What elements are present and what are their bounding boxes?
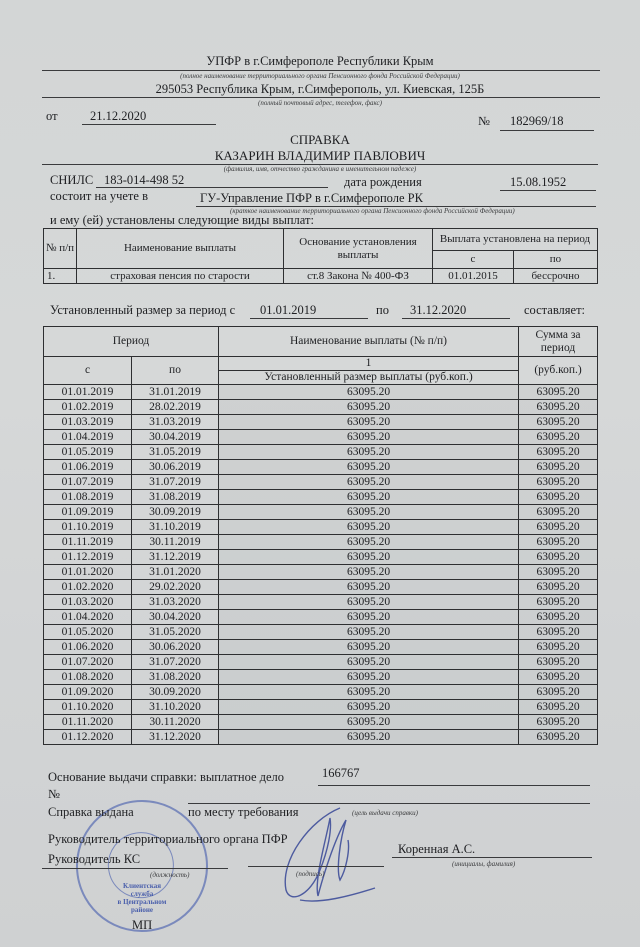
amount-cell: 63095.20 [219,700,519,715]
amount-row [44,520,598,535]
signature-underline [248,866,384,867]
snils-underline [96,187,328,188]
period-to-cell: 30.09.2019 [132,505,219,520]
stamp-line: районе [130,906,154,914]
sum-cell: 63095.20 [519,550,598,565]
period-to-cell: 30.11.2019 [132,535,219,550]
header-payment-num: 1 [219,357,519,371]
date-underline [82,124,216,125]
period-to-cell: 30.06.2020 [132,640,219,655]
payment-row [44,269,598,284]
period-from-cell: 01.11.2019 [44,535,132,550]
number-label: № [478,114,490,128]
period-from-cell: 01.05.2020 [44,625,132,640]
amount-cell: 63095.20 [219,595,519,610]
period-to-label: по [376,303,389,317]
header-payment-name: Наименование выплаты [77,229,284,269]
case-number: 166767 [322,766,360,780]
period-from: 01.01.2019 [260,303,317,317]
amount-cell: 63095.20 [219,550,519,565]
amount-cell: 63095.20 [219,580,519,595]
amount-cell: 63095.20 [219,415,519,430]
name-caption: (фамилия, имя, отчество гражданина в именительном падеже) [223,165,417,173]
amount-cell: 63095.20 [219,445,519,460]
period-to: 31.12.2020 [410,303,467,317]
document-date: 21.12.2020 [90,109,147,123]
period-from-cell: 01.01.2020 [44,565,132,580]
sum-cell: 63095.20 [519,625,598,640]
amount-row [44,385,598,400]
purpose-caption: (цель выдачи справки) [352,809,418,817]
date-label: от [46,109,58,123]
snils-value: 183-014-498 52 [104,173,185,187]
amount-row [44,430,598,445]
sum-cell: 63095.20 [519,595,598,610]
sum-cell: 63095.20 [519,475,598,490]
header-from: с [44,357,132,385]
period-to-cell: 31.01.2020 [132,565,219,580]
registered-caption: (краткое наименование территориального органа Пенсионного фонда Российской Федерации) [230,207,515,215]
basis-label: Основание выдачи справки: выплатное дело [48,770,285,784]
amount-cell: 63095.20 [219,715,519,730]
sum-cell: 63095.20 [519,670,598,685]
period-to-cell: 31.08.2019 [132,490,219,505]
period-from-cell: 01.02.2019 [44,400,132,415]
sum-cell: 63095.20 [519,520,598,535]
sum-cell: 63095.20 [519,715,598,730]
stamp-line: служба [130,890,154,898]
header-num: № п/п [44,229,77,269]
amount-row [44,610,598,625]
period-to-cell: 30.04.2020 [132,610,219,625]
amount-cell: 63095.20 [219,730,519,745]
person-name: КАЗАРИН ВЛАДИМИР ПАВЛОВИЧ [214,148,426,163]
address-caption: (полный почтовый адрес, телефон, факс) [258,99,382,107]
payments-table [43,228,598,284]
period-to-cell: 31.12.2020 [132,730,219,745]
amount-cell: 63095.20 [219,505,519,520]
payment-name: страховая пенсия по старости [77,269,284,284]
header-payment-name: Наименование выплаты (№ п/п) [219,327,519,357]
amount-cell: 63095.20 [219,385,519,400]
amount-row [44,625,598,640]
document-number: 182969/18 [510,114,564,128]
period-to-cell: 30.04.2019 [132,430,219,445]
birth-date-label: дата рождения [344,175,422,189]
amount-cell: 63095.20 [219,535,519,550]
sum-cell: 63095.20 [519,580,598,595]
period-to-cell: 30.09.2020 [132,685,219,700]
amount-row [44,445,598,460]
period-to-cell: 31.07.2020 [132,655,219,670]
registered-label: состоит на учете в [50,189,148,203]
sum-cell: 63095.20 [519,400,598,415]
amount-row [44,670,598,685]
period-from-cell: 01.03.2020 [44,595,132,610]
period-to-cell: 31.08.2020 [132,670,219,685]
period-to-cell: 30.11.2020 [132,715,219,730]
period-from-cell: 01.07.2019 [44,475,132,490]
sum-cell: 63095.20 [519,535,598,550]
registered-office: ГУ-Управление ПФР в г.Симферополе РК [200,191,423,205]
sum-cell: 63095.20 [519,460,598,475]
amount-row [44,655,598,670]
number-underline [500,130,594,131]
sum-cell: 63095.20 [519,640,598,655]
amount-cell: 63095.20 [219,670,519,685]
period-from-underline [250,318,368,319]
period-to-cell: 31.10.2020 [132,700,219,715]
amount-cell: 63095.20 [219,655,519,670]
name-caption-footer: (инициалы, фамилия) [452,860,516,868]
sum-cell: 63095.20 [519,700,598,715]
period-to-cell: 31.10.2019 [132,520,219,535]
header-period: Выплата установлена на период [433,229,598,251]
amount-cell: 63095.20 [219,565,519,580]
header-period: Период [44,327,219,357]
period-from-cell: 01.10.2019 [44,520,132,535]
amount-row [44,505,598,520]
payment-num: 1. [44,269,77,284]
amount-row [44,400,598,415]
amount-cell: 63095.20 [219,625,519,640]
sum-cell: 63095.20 [519,730,598,745]
period-from-cell: 01.12.2020 [44,730,132,745]
organization-address: 295053 Республика Крым, г.Симферополь, ул. Киевская, 125Б [155,82,485,96]
period-to-cell: 31.05.2019 [132,445,219,460]
amount-cell: 63095.20 [219,460,519,475]
period-from-cell: 01.04.2020 [44,610,132,625]
sum-cell: 63095.20 [519,685,598,700]
period-from-cell: 01.03.2019 [44,415,132,430]
number-label-footer: № [48,787,60,801]
signer-underline [392,857,592,858]
amount-cell: 63095.20 [219,610,519,625]
period-from-cell: 01.04.2019 [44,430,132,445]
payment-to: бессрочно [514,269,598,284]
period-to-cell: 28.02.2019 [132,400,219,415]
header-to: по [514,251,598,269]
birth-date-value: 15.08.1952 [510,175,567,189]
sum-cell: 63095.20 [519,445,598,460]
signer-name: Коренная А.С. [398,842,476,856]
period-to-cell: 31.12.2019 [132,550,219,565]
amount-row [44,565,598,580]
period-suffix: составляет: [524,303,586,317]
amount-row [44,640,598,655]
period-from-cell: 01.08.2019 [44,490,132,505]
sum-cell: 63095.20 [519,490,598,505]
sum-cell: 63095.20 [519,430,598,445]
issued-label: Справка выдана [48,805,134,819]
divider [42,70,600,71]
header-sum: Сумма за период [519,327,598,357]
period-to-cell: 30.06.2019 [132,460,219,475]
payments-intro: и ему (ей) установлены следующие виды выплат: [50,213,314,227]
period-label: Установленный размер за период с [50,303,236,317]
period-to-underline [402,318,510,319]
amount-cell: 63095.20 [219,640,519,655]
period-from-cell: 01.05.2019 [44,445,132,460]
organization-caption: (полное наименование территориального органа Пенсионного фонда Российской Федерации) [180,72,460,80]
sum-cell: 63095.20 [519,385,598,400]
amount-row [44,460,598,475]
case-underline [318,785,590,786]
header-basis: Основание установления выплаты [284,229,433,269]
amount-row [44,730,598,745]
sum-cell: 63095.20 [519,655,598,670]
header-payment-sub: Установленный размер выплаты (руб.коп.) [219,371,519,385]
sum-cell: 63095.20 [519,610,598,625]
amount-cell: 63095.20 [219,430,519,445]
period-to-cell: 29.02.2020 [132,580,219,595]
amount-row [44,490,598,505]
period-from-cell: 01.09.2020 [44,685,132,700]
header-from: с [433,251,514,269]
head-kc-label: Руководитель КС [48,852,141,866]
payment-basis: ст.8 Закона № 400-ФЗ [284,269,433,284]
amounts-table [43,326,598,745]
stamp-line: Клиентская [122,882,162,890]
sum-cell: 63095.20 [519,505,598,520]
amount-row [44,580,598,595]
snils-label: СНИЛС [50,173,94,187]
period-to-cell: 31.01.2019 [132,385,219,400]
amount-row [44,475,598,490]
amount-row [44,715,598,730]
head-label: Руководитель территориального органа ПФР [48,832,288,846]
amount-cell: 63095.20 [219,520,519,535]
organization-name: УПФР в г.Симферополе Республики Крым [206,54,434,68]
divider [42,97,600,98]
amount-row [44,595,598,610]
period-to-cell: 31.07.2019 [132,475,219,490]
position-underline [42,868,228,869]
period-from-cell: 01.08.2020 [44,670,132,685]
amount-cell: 63095.20 [219,475,519,490]
birth-underline [500,190,596,191]
period-from-cell: 01.11.2020 [44,715,132,730]
issued-underline [188,803,590,804]
amount-row [44,685,598,700]
period-from-cell: 01.01.2019 [44,385,132,400]
period-from-cell: 01.10.2020 [44,700,132,715]
amount-row [44,415,598,430]
header-sum-unit: (руб.коп.) [519,357,598,385]
period-from-cell: 01.06.2019 [44,460,132,475]
period-to-cell: 31.03.2019 [132,415,219,430]
document-title: СПРАВКА [290,132,350,147]
period-from-cell: 01.07.2020 [44,655,132,670]
amount-cell: 63095.20 [219,400,519,415]
payment-from: 01.01.2015 [433,269,514,284]
seal-label: МП [132,918,153,932]
period-from-cell: 01.06.2020 [44,640,132,655]
period-to-cell: 31.03.2020 [132,595,219,610]
amount-row [44,550,598,565]
period-to-cell: 31.05.2020 [132,625,219,640]
amount-cell: 63095.20 [219,685,519,700]
period-from-cell: 01.09.2019 [44,505,132,520]
amount-row [44,535,598,550]
amount-row [44,700,598,715]
position-caption: (должность) [150,871,190,879]
issued-to: по месту требования [188,805,299,819]
sum-cell: 63095.20 [519,565,598,580]
period-from-cell: 01.12.2019 [44,550,132,565]
signature-caption: (подпись) [296,870,325,878]
period-from-cell: 01.02.2020 [44,580,132,595]
header-to: по [132,357,219,385]
amount-cell: 63095.20 [219,490,519,505]
stamp-line: в Центральном [117,898,167,906]
sum-cell: 63095.20 [519,415,598,430]
